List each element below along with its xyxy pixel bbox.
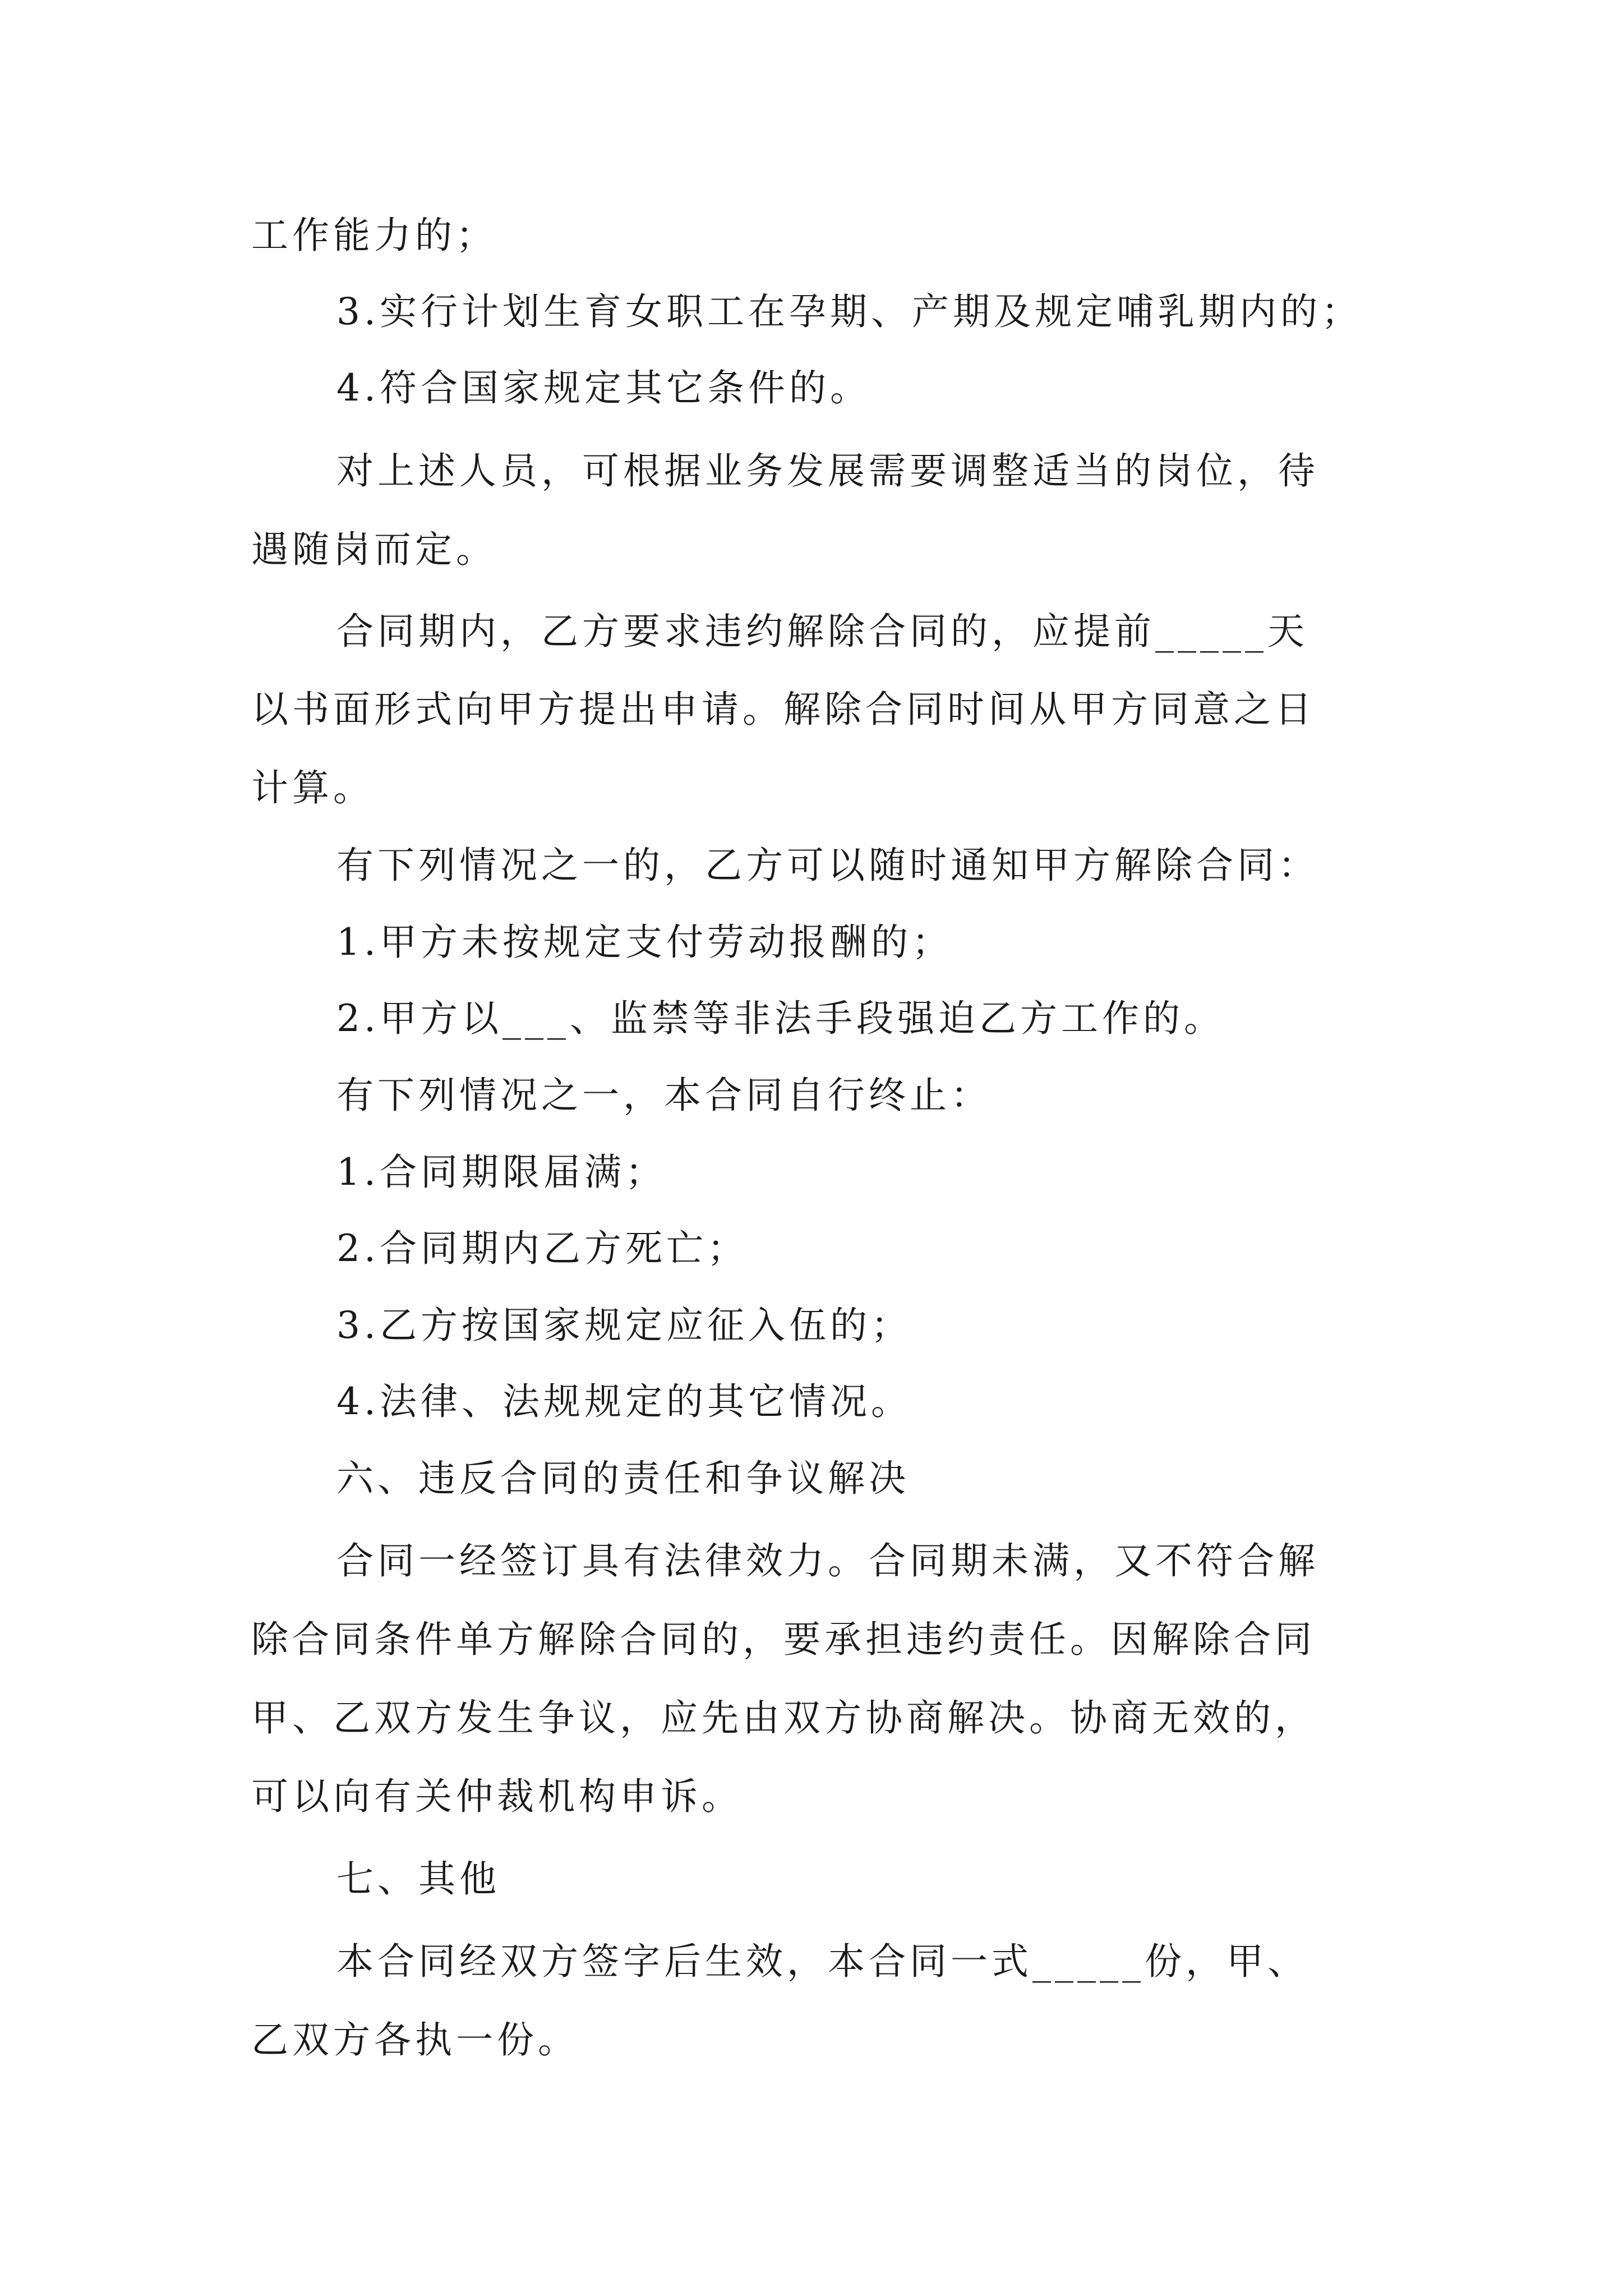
text-line: 有下列情况之一的，乙方可以随时通知甲方解除合同： — [336, 844, 1319, 887]
text-line: 乙双方各执一份。 — [251, 2018, 579, 2062]
text-line: 计算。 — [251, 766, 374, 809]
text-line: 合同一经签订具有法律效力。合同期未满，又不符合解 — [336, 1539, 1319, 1582]
text-line: 有下列情况之一，本合同自行终止： — [336, 1074, 992, 1117]
text-line: 4.符合国家规定其它条件的。 — [336, 366, 871, 409]
text-line: 本合同经双方签字后生效，本合同一式_____份，甲、 — [336, 1940, 1308, 1983]
text-line: 4.法律、法规规定的其它情况。 — [336, 1380, 912, 1423]
section-heading: 七、其他 — [336, 1857, 500, 1901]
text-line: 除合同条件单方解除合同的，要承担违约责任。因解除合同 — [251, 1618, 1316, 1661]
text-line: 3.乙方按国家规定应征入伍的； — [336, 1304, 912, 1347]
text-line: 遇随岗而定。 — [251, 528, 497, 571]
text-line: 对上述人员，可根据业务发展需要调整适当的岗位，待 — [336, 449, 1319, 493]
text-line: 2.甲方以___、监禁等非法手段强迫乙方工作的。 — [336, 997, 1225, 1040]
text-line: 3.实行计划生育女职工在孕期、产期及规定哺乳期内的； — [336, 290, 1362, 333]
text-line: 2.合同期内乙方死亡； — [336, 1227, 748, 1270]
text-line: 1.甲方未按规定支付劳动报酬的； — [336, 921, 953, 964]
text-line: 甲、乙双方发生争议，应先由双方协商解决。协商无效的， — [251, 1696, 1316, 1740]
text-line: 可以向有关仲裁机构申诉。 — [251, 1775, 743, 1818]
text-line: 工作能力的； — [251, 214, 497, 257]
text-line: 以书面形式向甲方提出申请。解除合同时间从甲方同意之日 — [251, 688, 1316, 731]
text-line: 1.合同期限届满； — [336, 1151, 666, 1194]
section-heading: 六、违反合同的责任和争议解决 — [336, 1457, 910, 1500]
text-line: 合同期内，乙方要求违约解除合同的，应提前_____天 — [336, 610, 1308, 653]
